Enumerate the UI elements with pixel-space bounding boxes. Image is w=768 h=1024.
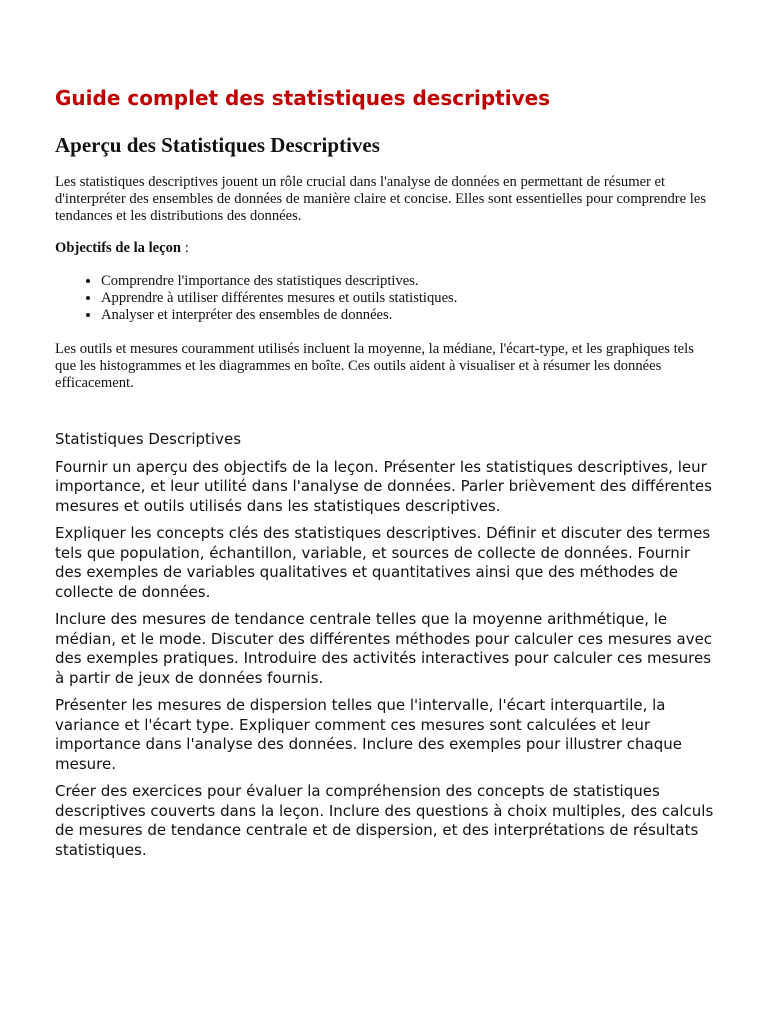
detail-section xyxy=(55,430,715,860)
objectives-label: Objectifs de la leçon xyxy=(55,240,182,256)
list-item: • Analyser et interpréter des ensembles de données. xyxy=(101,307,715,324)
detail-paragraph: Expliquer les concepts clés des statistiques descriptives. Définir et discuter des termes tels que population, échantillon, variable, et sources de collecte de données. Fournir des exemples de variables qualitatives et quantitatives ainsi que des méthodes de collecte de données. xyxy=(55,524,711,601)
document-page xyxy=(55,84,715,860)
list-item: • Apprendre à utiliser différentes mesures et outils statistiques. xyxy=(101,290,715,307)
tools-paragraph: Les outils et mesures couramment utilisés incluent la moyenne, la médiane, l'écart-type, et les graphiques tels que les histogrammes et les diagrammes en boîte. Ces outils aident à visualiser et à résumer les données efficacement. xyxy=(55,341,694,391)
intro-paragraph: Les statistiques descriptives jouent un rôle crucial dans l'analyse de données en permettant de résumer et d'interpréter des ensembles de données de manière claire et concise. Elles sont essentielles pour comprendre les tendances et les distributions des données. xyxy=(55,174,706,224)
detail-paragraph: Présenter les mesures de dispersion telles que l'intervalle, l'écart interquartile, la variance et l'écart type. Expliquer comment ces mesures sont calculées et leur importance dans l'analyse des données. Inclure des exemples pour illustrer chaque mesure. xyxy=(55,696,682,773)
list-item: • Comprendre l'importance des statistiques descriptives. xyxy=(101,273,715,290)
objectives-line xyxy=(55,240,715,257)
document-title: Guide complet des statistiques descriptives xyxy=(55,86,551,110)
detail-paragraph: Fournir un aperçu des objectifs de la leçon. Présenter les statistiques descriptives, leur importance, et leur utilité dans l'analyse de données. Parler brièvement des différentes mesures et outils utilisés dans les statistiques descriptives. xyxy=(55,457,712,515)
objectives-list xyxy=(55,273,715,324)
sub-heading: Statistiques Descriptives xyxy=(55,430,242,448)
section-title: Aperçu des Statistiques Descriptives xyxy=(55,133,380,157)
detail-paragraph: Inclure des mesures de tendance centrale telles que la moyenne arithmétique, le médian, et le mode. Discuter des différentes méthodes pour calculer ces mesures avec des exemples pratiques. Introduire des activités interactives pour calculer ces mesures à partir de jeux de données fournis. xyxy=(55,610,713,687)
objectives-suffix: : xyxy=(181,240,189,256)
detail-paragraph: Créer des exercices pour évaluer la compréhension des concepts de statistiques descriptives couverts dans la leçon. Inclure des questions à choix multiples, des calculs de mesures de tendance centrale et de dispersion, et des interprétations de résultats statistiques. xyxy=(55,782,714,859)
